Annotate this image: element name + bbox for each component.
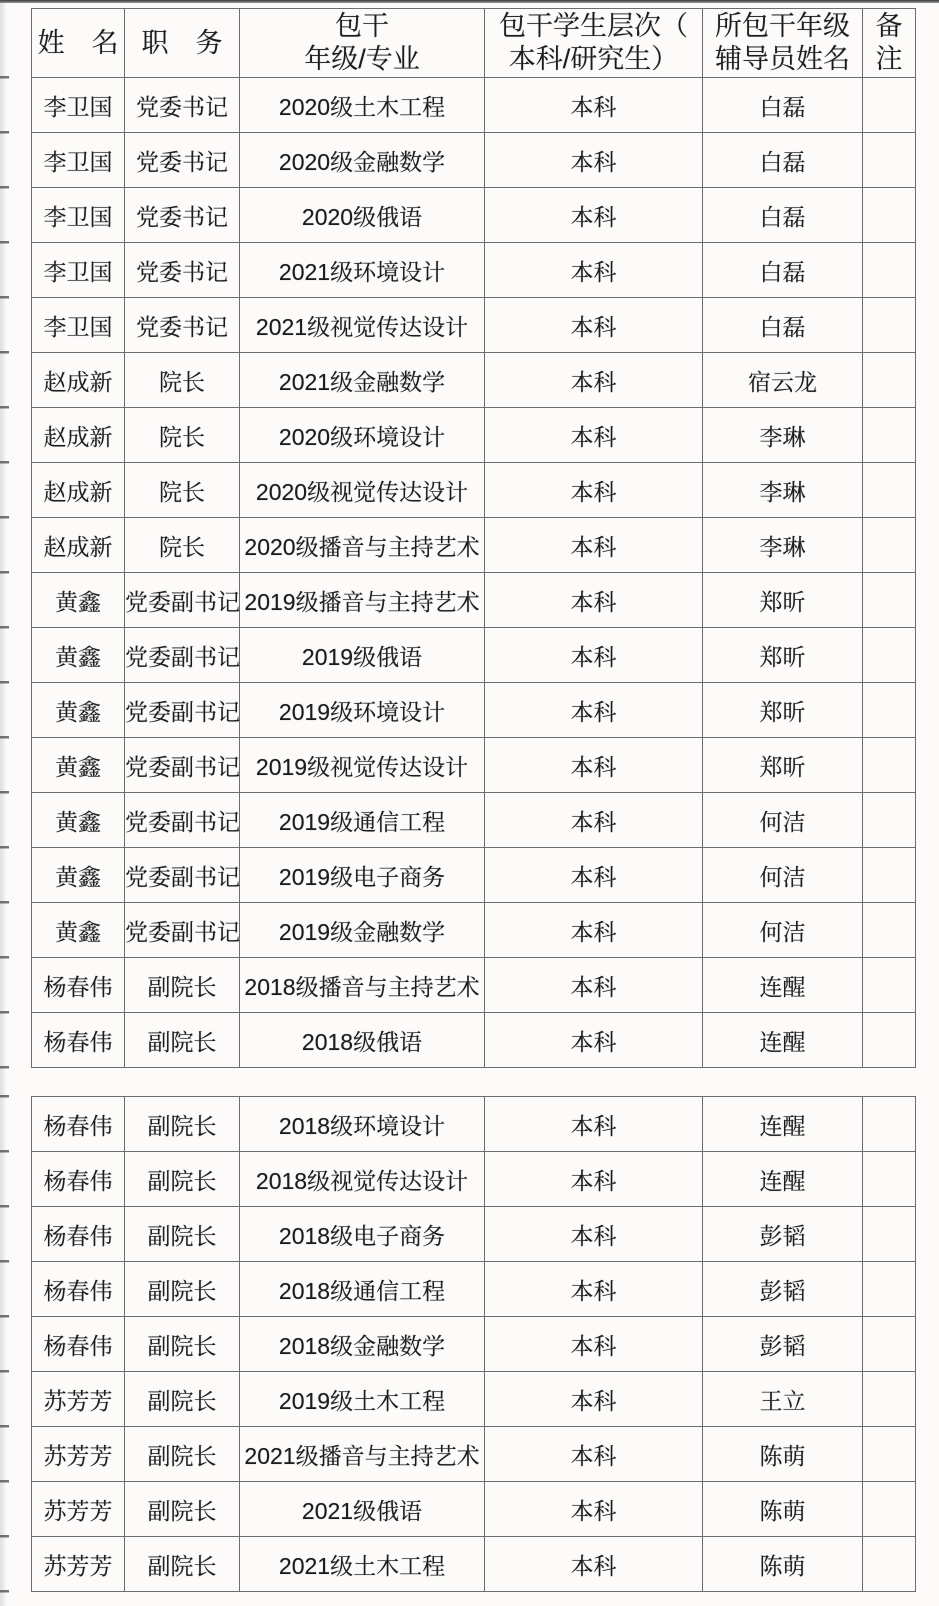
- table-cell: [863, 133, 916, 188]
- table-cell: [863, 958, 916, 1013]
- table-cell: 2020级播音与主持艺术: [240, 518, 485, 573]
- table-row: [32, 1207, 916, 1262]
- table-cell: [863, 1207, 916, 1262]
- table-cell: 李卫国: [32, 298, 125, 353]
- table-cell: 2020级环境设计: [240, 408, 485, 463]
- table-cell: 杨春伟: [32, 1013, 125, 1068]
- table-row: [32, 1152, 916, 1207]
- header-line: 姓 名: [37, 27, 119, 58]
- table-cell: 党委副书记: [125, 848, 240, 903]
- table-cell: [863, 518, 916, 573]
- table-cell: 院长: [125, 408, 240, 463]
- table-cell: 李琳: [703, 463, 863, 518]
- table-cell: 本科: [485, 1097, 703, 1152]
- table-cell: 郑昕: [703, 683, 863, 738]
- table-cell: 本科: [485, 188, 703, 243]
- table-cell: 本科: [485, 133, 703, 188]
- table-cell: 赵成新: [32, 353, 125, 408]
- table-cell: 连醒: [703, 958, 863, 1013]
- table-row: [32, 738, 916, 793]
- table-cell: 本科: [485, 78, 703, 133]
- table-row: [32, 628, 916, 683]
- table-cell: 王立: [703, 1372, 863, 1427]
- table-row: [32, 298, 916, 353]
- table-cell: 何洁: [703, 793, 863, 848]
- header-row: [32, 9, 916, 78]
- table-row: [32, 78, 916, 133]
- table-cell: 2021级视觉传达设计: [240, 298, 485, 353]
- table-cell: 副院长: [125, 1152, 240, 1207]
- table-cell: 本科: [485, 1537, 703, 1592]
- table-cell: [863, 1152, 916, 1207]
- header-line: 包干学生层次（: [499, 11, 688, 41]
- header-student-level: [485, 9, 703, 78]
- table-cell: 彭韬: [703, 1317, 863, 1372]
- table-body-lower: [32, 1097, 916, 1592]
- header-name: [32, 9, 125, 78]
- table-cell: 何洁: [703, 848, 863, 903]
- table-cell: 本科: [485, 1152, 703, 1207]
- table-cell: [863, 628, 916, 683]
- table-row: [32, 1317, 916, 1372]
- table-cell: 苏芳芳: [32, 1427, 125, 1482]
- table-cell: 2018级环境设计: [240, 1097, 485, 1152]
- table-cell: 本科: [485, 1482, 703, 1537]
- table-cell: 本科: [485, 1262, 703, 1317]
- table-cell: 本科: [485, 1317, 703, 1372]
- left-gridline-ticks-lower: [0, 1095, 9, 1593]
- table-cell: 2018级金融数学: [240, 1317, 485, 1372]
- table-cell: 副院长: [125, 1372, 240, 1427]
- table-cell: 本科: [485, 463, 703, 518]
- table-cell: 副院长: [125, 1097, 240, 1152]
- table-cell: 白磊: [703, 298, 863, 353]
- table-cell: 本科: [485, 298, 703, 353]
- table-cell: 李琳: [703, 408, 863, 463]
- header-remarks: [863, 9, 916, 78]
- table-cell: 2020级视觉传达设计: [240, 463, 485, 518]
- table-cell: [863, 903, 916, 958]
- table-cell: 本科: [485, 243, 703, 298]
- table-cell: 本科: [485, 683, 703, 738]
- table-cell: 党委副书记: [125, 683, 240, 738]
- table-row: [32, 463, 916, 518]
- table-cell: 党委副书记: [125, 793, 240, 848]
- table-cell: 2019级金融数学: [240, 903, 485, 958]
- table-cell: 副院长: [125, 1482, 240, 1537]
- table-cell: [863, 1097, 916, 1152]
- table-row: [32, 408, 916, 463]
- table-cell: 党委副书记: [125, 573, 240, 628]
- table-cell: 杨春伟: [32, 1152, 125, 1207]
- table-cell: 本科: [485, 628, 703, 683]
- table-cell: 2019级通信工程: [240, 793, 485, 848]
- table-row: [32, 1262, 916, 1317]
- table-row: [32, 573, 916, 628]
- photo-top-edge: [0, 0, 939, 3]
- table-cell: [863, 1427, 916, 1482]
- table-cell: 连醒: [703, 1152, 863, 1207]
- table-cell: 郑昕: [703, 573, 863, 628]
- table-cell: 黄鑫: [32, 573, 125, 628]
- table-cell: [863, 408, 916, 463]
- table-cell: 赵成新: [32, 463, 125, 518]
- header-counselor-name: [703, 9, 863, 78]
- left-gridline-ticks-upper: [0, 76, 9, 1069]
- table-cell: 白磊: [703, 243, 863, 298]
- table-cell: 赵成新: [32, 518, 125, 573]
- table-cell: 本科: [485, 1427, 703, 1482]
- table-row: [32, 353, 916, 408]
- table-cell: 黄鑫: [32, 848, 125, 903]
- table-cell: [863, 298, 916, 353]
- table-row: [32, 1537, 916, 1592]
- table-cell: [863, 793, 916, 848]
- table-cell: 本科: [485, 1372, 703, 1427]
- table-cell: 李琳: [703, 518, 863, 573]
- table-row: [32, 1482, 916, 1537]
- table-cell: 陈萌: [703, 1537, 863, 1592]
- table-cell: [863, 738, 916, 793]
- header-line: 本科/研究生）: [508, 44, 679, 74]
- table-cell: 2018级俄语: [240, 1013, 485, 1068]
- table-cell: 党委书记: [125, 188, 240, 243]
- table-cell: 院长: [125, 463, 240, 518]
- table-row: [32, 848, 916, 903]
- table-cell: 李卫国: [32, 78, 125, 133]
- table-cell: 本科: [485, 958, 703, 1013]
- header-line: 职 务: [141, 27, 223, 58]
- table-cell: 2020级土木工程: [240, 78, 485, 133]
- table-cell: 2021级俄语: [240, 1482, 485, 1537]
- table-cell: 副院长: [125, 1537, 240, 1592]
- table-cell: [863, 78, 916, 133]
- assignment-table-lower: [31, 1096, 916, 1592]
- table-cell: 苏芳芳: [32, 1372, 125, 1427]
- table-cell: 院长: [125, 353, 240, 408]
- table-cell: 副院长: [125, 1262, 240, 1317]
- header-line: 包干: [335, 11, 389, 41]
- table-cell: 党委副书记: [125, 628, 240, 683]
- table-cell: [863, 1013, 916, 1068]
- table-cell: 本科: [485, 903, 703, 958]
- table-cell: 郑昕: [703, 738, 863, 793]
- table-cell: [863, 1317, 916, 1372]
- table-row: [32, 1427, 916, 1482]
- table-cell: 杨春伟: [32, 1262, 125, 1317]
- header-line: 辅导员姓名: [715, 44, 850, 74]
- table-cell: 连醒: [703, 1013, 863, 1068]
- table-cell: 黄鑫: [32, 683, 125, 738]
- table-cell: [863, 188, 916, 243]
- header-line: 年级/专业: [304, 44, 420, 74]
- table-cell: 黄鑫: [32, 738, 125, 793]
- table-cell: 2020级俄语: [240, 188, 485, 243]
- table-cell: 陈萌: [703, 1427, 863, 1482]
- table-cell: 陈萌: [703, 1482, 863, 1537]
- table-row: [32, 683, 916, 738]
- table-cell: 杨春伟: [32, 1207, 125, 1262]
- table-cell: 2019级俄语: [240, 628, 485, 683]
- table-cell: 彭韬: [703, 1207, 863, 1262]
- table-row: [32, 958, 916, 1013]
- table-cell: 2021级金融数学: [240, 353, 485, 408]
- header-position: [125, 9, 240, 78]
- table-cell: [863, 573, 916, 628]
- table-cell: 黄鑫: [32, 628, 125, 683]
- table-cell: 李卫国: [32, 243, 125, 298]
- table-cell: 杨春伟: [32, 1097, 125, 1152]
- table-cell: 郑昕: [703, 628, 863, 683]
- table-cell: 本科: [485, 573, 703, 628]
- table-cell: 副院长: [125, 1207, 240, 1262]
- table-cell: 2018级电子商务: [240, 1207, 485, 1262]
- table-cell: 本科: [485, 738, 703, 793]
- table-cell: [863, 1262, 916, 1317]
- table-cell: 杨春伟: [32, 958, 125, 1013]
- table-cell: 2020级金融数学: [240, 133, 485, 188]
- table-cell: 2018级播音与主持艺术: [240, 958, 485, 1013]
- table-cell: 党委书记: [125, 133, 240, 188]
- assignment-table-upper: [31, 8, 916, 1068]
- table-cell: 2019级视觉传达设计: [240, 738, 485, 793]
- table-cell: 2019级播音与主持艺术: [240, 573, 485, 628]
- table-cell: 2019级电子商务: [240, 848, 485, 903]
- table-row: [32, 243, 916, 298]
- table-cell: [863, 1537, 916, 1592]
- table-cell: [863, 353, 916, 408]
- table-cell: [863, 683, 916, 738]
- table-cell: 副院长: [125, 1427, 240, 1482]
- table-row: [32, 1372, 916, 1427]
- table-cell: 党委书记: [125, 298, 240, 353]
- table-cell: 副院长: [125, 1013, 240, 1068]
- table-row: [32, 518, 916, 573]
- table-cell: [863, 243, 916, 298]
- table-cell: 党委书记: [125, 78, 240, 133]
- table-cell: 本科: [485, 518, 703, 573]
- table-cell: 本科: [485, 1013, 703, 1068]
- header-line: 所包干年级: [715, 11, 850, 41]
- table-cell: 黄鑫: [32, 903, 125, 958]
- table-cell: 何洁: [703, 903, 863, 958]
- table-cell: 本科: [485, 353, 703, 408]
- table-cell: 李卫国: [32, 133, 125, 188]
- table-cell: 白磊: [703, 133, 863, 188]
- table-cell: 党委书记: [125, 243, 240, 298]
- table-row: [32, 903, 916, 958]
- table-cell: 本科: [485, 848, 703, 903]
- table-cell: 2018级通信工程: [240, 1262, 485, 1317]
- table-cell: 赵成新: [32, 408, 125, 463]
- header-grade-major: [240, 9, 485, 78]
- table-cell: 2021级播音与主持艺术: [240, 1427, 485, 1482]
- table-cell: 党委副书记: [125, 903, 240, 958]
- table-cell: 本科: [485, 793, 703, 848]
- table-cell: 苏芳芳: [32, 1482, 125, 1537]
- table-cell: 2021级土木工程: [240, 1537, 485, 1592]
- table-cell: 2019级环境设计: [240, 683, 485, 738]
- table-cell: 副院长: [125, 958, 240, 1013]
- table-cell: 副院长: [125, 1317, 240, 1372]
- table-cell: 2018级视觉传达设计: [240, 1152, 485, 1207]
- table-cell: [863, 1482, 916, 1537]
- table-cell: 党委副书记: [125, 738, 240, 793]
- table-cell: 院长: [125, 518, 240, 573]
- header-line: 注: [875, 44, 903, 74]
- table-cell: 宿云龙: [703, 353, 863, 408]
- table-cell: 杨春伟: [32, 1317, 125, 1372]
- table-cell: 2019级土木工程: [240, 1372, 485, 1427]
- table-cell: 本科: [485, 408, 703, 463]
- table-cell: 连醒: [703, 1097, 863, 1152]
- header-line: 备: [875, 11, 903, 41]
- table-row: [32, 1013, 916, 1068]
- table-row: [32, 1097, 916, 1152]
- table-cell: [863, 1372, 916, 1427]
- table-cell: 白磊: [703, 188, 863, 243]
- table-cell: [863, 848, 916, 903]
- table-cell: 本科: [485, 1207, 703, 1262]
- table-row: [32, 793, 916, 848]
- table-cell: 彭韬: [703, 1262, 863, 1317]
- table-cell: [863, 463, 916, 518]
- table-cell: 李卫国: [32, 188, 125, 243]
- table-cell: 白磊: [703, 78, 863, 133]
- table-cell: 黄鑫: [32, 793, 125, 848]
- table-row: [32, 133, 916, 188]
- table-cell: 2021级环境设计: [240, 243, 485, 298]
- table-body-upper: [32, 78, 916, 1068]
- table-row: [32, 188, 916, 243]
- table-cell: 苏芳芳: [32, 1537, 125, 1592]
